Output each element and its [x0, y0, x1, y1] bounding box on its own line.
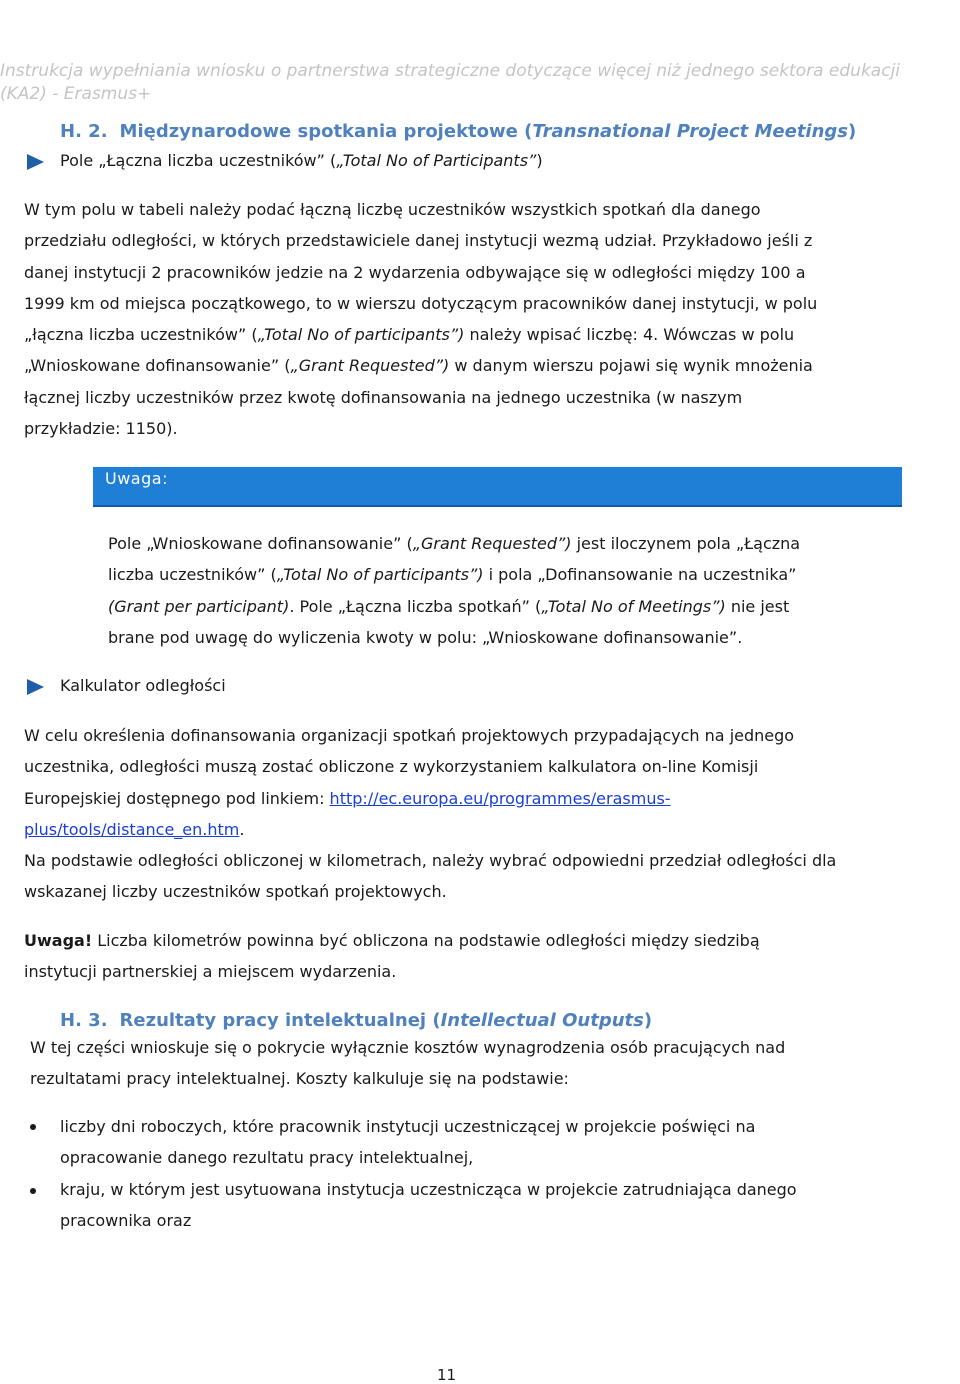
running-header [0, 60, 900, 106]
section-heading-h2: H. 2. Międzynarodowe spotkania projektowe (Transnational Project Meetings) [60, 121, 857, 142]
warning-paragraph: Uwaga! Liczba kilometrów powinna być obliczona na podstawie odległości między siedzibą instytucji partnerskiej a miejscem wydarzenia. [24, 931, 760, 982]
paragraph-participants: W tym polu w tabeli należy podać łączną liczbę uczestników wszystkich spotkań dla danego przedziału odległości, w których przedstawiciele danej instytucji wezmą udział. Przykładowo jeśli z danej instytucji 2 pracowników jedzie na 2 wydarzenia odbywające się w odległości między 100 a 1999 km od miejsca początkowego, to w wierszu dotyczącym pracowników danej instytucji, w polu „łączna liczba uczestników” („Total No of participants”) należy wpisać liczbę: 4. Wówczas w polu „Wnioskowane dofinansowanie” („Grant Requested”) w danym wierszu pojawi się wynik mnożenia łącznej liczby uczestników przez kwotę dofinansowania na jednego uczestnika (w naszym przykładzie: 1150). [24, 200, 818, 439]
note-body: Pole „Wnioskowane dofinansowanie” („Grant Requested”) jest iloczynem pola „Łączna liczba uczestników” („Total No of participants”) i pola „Dofinansowanie na uczestnika” (Grant per participant). Pole „Łączna liczba spotkań” („Total No of Meetings”) nie jest brane pod uwagę do wyliczenia kwoty w polu: „Wnioskowane dofinansowanie”. [108, 534, 801, 647]
note-banner [93, 467, 902, 507]
arrow-bullet-icon [27, 154, 44, 170]
note-label: Uwaga: [105, 469, 168, 488]
page-number: 11 [437, 1366, 457, 1384]
section-number: H. 2. [60, 121, 108, 142]
arrow-bullet-icon [27, 679, 44, 695]
section-number: H. 3. [60, 1010, 108, 1031]
list-item: kraju, w którym jest usytuowana instytucja uczestnicząca w projekcie zatrudniająca danego pracownika oraz [60, 1180, 797, 1231]
bullet-dot-icon [30, 1124, 36, 1130]
warning-label: Uwaga! [24, 931, 93, 950]
running-header-line-2: (KA2) - Erasmus+ [0, 84, 152, 104]
distance-calculator-link[interactable]: http://ec.europa.eu/programmes/erasmus- [329, 788, 671, 808]
field-title: Pole „Łączna liczba uczestników” („Total No of Participants”) [60, 151, 543, 170]
paragraph-outputs: W tej części wnioskuje się o pokrycie wyłącznie kosztów wynagrodzenia osób pracujących nad rezultatami pracy intelektualnej. Koszty kalkuluje się na podstawie: [30, 1038, 786, 1089]
list-item: liczby dni roboczych, które pracownik instytucji uczestniczącej w projekcie poświęci na opracowanie danego rezultatu pracy intelektualnej, [60, 1117, 756, 1168]
running-header-line-1: Instrukcja wypełniania wniosku o partnerstwa strategiczne dotyczące więcej niż jednego sektora edukacji [0, 61, 901, 81]
section-heading-h3: H. 3. Rezultaty pracy intelektualnej (Intellectual Outputs) [60, 1010, 653, 1031]
calculator-title: Kalkulator odległości [60, 676, 226, 695]
bullet-dot-icon [30, 1188, 36, 1194]
paragraph-calculator: W celu określenia dofinansowania organizacji spotkań projektowych przypadających na jednego uczestnika, odległości muszą zostać obliczone z wykorzystaniem kalkulatora on-line Komisji Europejskiej dostępnego pod linkiem: http://ec.europa.eu/programmes/erasmus- plus/tools/distance_en.htm. Na podstawie odległości obliczonej w kilometrach, należy wybrać odpowiedni przedział odległości dla wskazanej liczby uczestników spotkań projektowych. [24, 726, 837, 902]
distance-calculator-link-cont[interactable]: plus/tools/distance_en.htm [24, 819, 240, 839]
